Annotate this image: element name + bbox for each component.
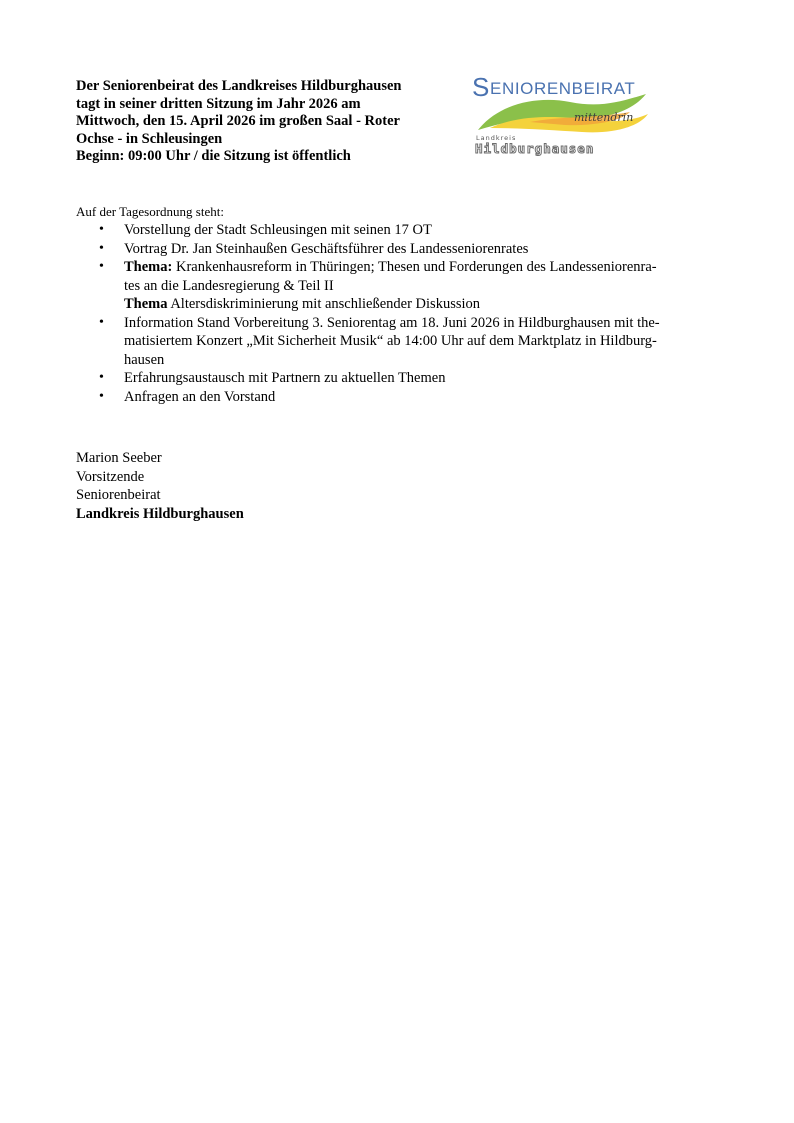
logo-region-small: Landkreis xyxy=(476,134,517,142)
announcement-line: Mittwoch, den 15. April 2026 im großen Saal - Roter xyxy=(76,113,400,129)
bullet-icon: • xyxy=(99,314,104,330)
logo-graphic xyxy=(470,72,660,160)
bullet-icon: • xyxy=(99,388,104,404)
announcement-line: Ochse - in Schleusingen xyxy=(76,130,223,147)
topic-label: Thema xyxy=(124,296,168,312)
signatory-organization: Seniorenbeirat xyxy=(76,487,161,503)
logo-title-initial: S xyxy=(472,72,490,102)
topic-label: Thema: xyxy=(124,259,173,275)
bullet-icon: • xyxy=(99,259,104,274)
announcement-line: Beginn: 09:00 Uhr / die Sitzung ist öffentlich xyxy=(76,148,351,164)
agenda-list xyxy=(76,221,726,406)
announcement-line: Der Seniorenbeirat des Landkreises Hildburghausen xyxy=(76,78,402,94)
agenda-item-line: Information Stand Vorbereitung 3. Seniorentag am 18. Juni 2026 in Hildburghausen mit the- xyxy=(124,314,660,331)
list-item xyxy=(76,258,726,314)
list-item xyxy=(76,221,726,240)
agenda-item-line: hausen xyxy=(124,351,165,368)
bullet-icon: • xyxy=(99,370,104,385)
agenda-section xyxy=(76,204,726,406)
agenda-item-text: Erfahrungsaustausch mit Partnern zu aktuellen Themen xyxy=(124,370,446,386)
agenda-item-line xyxy=(124,295,726,314)
list-item xyxy=(76,388,726,407)
agenda-item-text: Vortrag Dr. Jan Steinhaußen Geschäftsführer des Landesseniorenrates xyxy=(124,240,529,257)
signatory-district: Landkreis Hildburghausen xyxy=(76,505,244,522)
agenda-item-text: Vorstellung der Stadt Schleusingen mit seinen 17 OT xyxy=(124,222,432,238)
agenda-item-line: tes an die Landesregierung & Teil II xyxy=(124,277,334,294)
list-item xyxy=(76,240,726,259)
agenda-item-text: Anfragen an den Vorstand xyxy=(124,388,276,405)
agenda-intro: Auf der Tagesordnung steht: xyxy=(76,204,224,219)
bullet-icon: • xyxy=(99,240,104,256)
logo-tagline: mittendrin xyxy=(574,111,634,124)
agenda-item-line: matisiertem Konzert „Mit Sicherheit Musik“ ab 14:00 Uhr auf dem Marktplatz in Hildburg- xyxy=(124,333,657,349)
agenda-item-line xyxy=(124,258,726,277)
list-item xyxy=(76,369,726,388)
signatory-role: Vorsitzende xyxy=(76,468,145,485)
topic-text: Krankenhausreform in Thüringen; Thesen und Forderungen des Landesseniorenra- xyxy=(172,259,657,275)
list-item xyxy=(76,314,726,370)
bullet-icon: • xyxy=(99,222,104,237)
logo-title-rest: ENIORENBEIRAT xyxy=(490,79,636,98)
seniorenbeirat-logo xyxy=(470,72,660,160)
signatory-name: Marion Seeber xyxy=(76,450,162,466)
topic-text: Altersdiskriminierung mit anschließender Diskussion xyxy=(167,296,481,312)
announcement-line: tagt in seiner dritten Sitzung im Jahr 2026 am xyxy=(76,95,361,112)
logo-region-big: Hildburghausen xyxy=(475,141,595,156)
meeting-announcement xyxy=(76,78,456,166)
signature-block xyxy=(76,449,244,523)
